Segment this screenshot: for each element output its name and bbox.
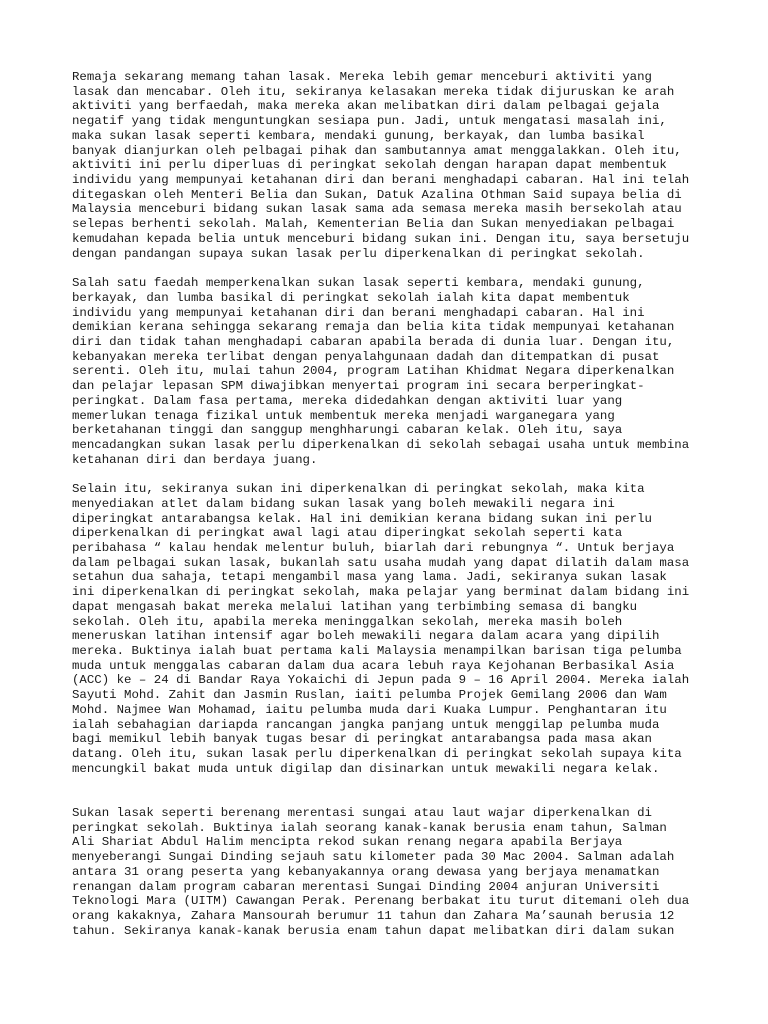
paragraph-1: Remaja sekarang memang tahan lasak. Mereka lebih gemar menceburi aktiviti yang lasak dan mencabar. Oleh itu, sekiranya kelasakan mereka tidak dijuruskan ke arah aktiviti yang berfaedah, maka mereka akan melibatkan diri dalam pelbagai gejala negatif yang tidak menguntungkan sesiapa pun. Jadi, untuk mengatasi masalah ini, maka sukan lasak seperti kembara, mendaki gunung, berkayak, dan lumba basikal banyak dianjurkan oleh pelbagai pihak dan sambutannya amat menggalakkan. Oleh itu, aktiviti ini perlu diperluas di peringkat sekolah dengan harapan dapat membentuk individu yang mempunyai ketahanan diri dan berani menghadapi cabaran. Hal ini telah ditegaskan oleh Menteri Belia dan Sukan, Datuk Azalina Othman Said supaya belia di Malaysia menceburi bidang sukan lasak sama ada semasa mereka masih bersekolah atau selepas berhenti sekolah. Malah, Kementerian Belia dan Sukan menyediakan pelbagai kemudahan kepada belia untuk menceburi bidang sukan ini. Dengan itu, saya bersetuju dengan pandangan supaya sukan lasak perlu diperkenalkan di peringkat sekolah. — [72, 70, 690, 261]
paragraph-2: Salah satu faedah memperkenalkan sukan lasak seperti kembara, mendaki gunung, berkayak, dan lumba basikal di peringkat sekolah ialah kita dapat membentuk individu yang mempunyai ketahanan diri dan berani menghadapi cabaran. Hal ini demikian kerana sehingga sekarang remaja dan belia kita tidak mempunyai ketahanan diri dan tidak tahan menghadapi cabaran apabila berada di dunia luar. Dengan itu, kebanyakan mereka terlibat dengan penyalahgunaan dadah dan ditempatkan di pusat serenti. Oleh itu, mulai tahun 2004, program Latihan Khidmat Negara diperkenalkan dan pelajar lepasan SPM diwajibkan menyertai program ini secara berperingkat- peringkat. Dalam fasa pertama, mereka didedahkan dengan aktiviti luar yang memerlukan tenaga fizikal untuk membentuk mereka menjadi warganegara yang berketahanan tinggi dan sanggup menghharungi cabaran kelak. Oleh itu, saya mencadangkan sukan lasak perlu diperkenalkan di sekolah sebagai usaha untuk membina ketahanan diri dan berdaya juang. — [72, 276, 690, 467]
paragraph-3: Selain itu, sekiranya sukan ini diperkenalkan di peringkat sekolah, maka kita menyediakan atlet dalam bidang sukan lasak yang boleh mewakili negara ini diperingkat antarabangsa kelak. Hal ini demikian kerana bidang sukan ini perlu diperkenalkan di peringkat awal lagi atau diperingkat sekolah seperti kata peribahasa “ kalau hendak melentur buluh, biarlah dari rebungnya “. Untuk berjaya dalam pelbagai sukan lasak, bukanlah satu usaha mudah yang dapat dilatih dalam masa setahun dua sahaja, tetapi mengambil masa yang lama. Jadi, sekiranya sukan lasak ini diperkenalkan di peringkat sekolah, maka pelajar yang berminat dalam bidang ini dapat mengasah bakat mereka melalui latihan yang terbimbing semasa di bangku sekolah. Oleh itu, apabila mereka meninggalkan sekolah, mereka masih boleh meneruskan latihan intensif agar boleh mewakili negara dalam acara yang dipilih mereka. Buktinya ialah buat pertama kali Malaysia menampilkan barisan tiga pelumba muda untuk menggalas cabaran dalam dua acara lebuh raya Kejohanan Berbasikal Asia (ACC) ke – 24 di Bandar Raya Yokaichi di Jepun pada 9 – 16 April 2004. Mereka ialah Sayuti Mohd. Zahit dan Jasmin Ruslan, iaiti pelumba Projek Gemilang 2006 dan Wam Mohd. Najmee Wan Mohamad, iaitu pelumba muda dari Kuaka Lumpur. Penghantaran itu ialah sebahagian dariapda rancangan jangka panjang untuk menggilap pelumba muda bagi memikul lebih banyak tugas besar di peringkat antarabangsa pada masa akan datang. Oleh itu, sukan lasak perlu diperkenalkan di peringkat sekolah supaya kita mencungkil bakat muda untuk digilap dan disinarkan untuk mewakili negara kelak. — [72, 482, 690, 776]
document-body — [72, 70, 712, 938]
paragraph-4: Sukan lasak seperti berenang merentasi sungai atau laut wajar diperkenalkan di peringkat sekolah. Buktinya ialah seorang kanak-kanak berusia enam tahun, Salman Ali Shariat Abdul Halim mencipta rekod sukan renang negara apabila Berjaya menyeberangi Sungai Dinding sejauh satu kilometer pada 30 Mac 2004. Salman adalah antara 31 orang peserta yang kebanyakannya orang dewasa yang berjaya menamatkan renangan dalam program cabaran merentasi Sungai Dinding 2004 anjuran Universiti Teknologi Mara (UITM) Cawangan Perak. Perenang berbakat itu turut ditemani oleh dua orang kakaknya, Zahara Mansourah berumur 11 tahun dan Zahara Ma’saunah berusia 12 tahun. Sekiranya kanak-kanak berusia enam tahun dapat melibatkan diri dalam sukan — [72, 805, 690, 938]
